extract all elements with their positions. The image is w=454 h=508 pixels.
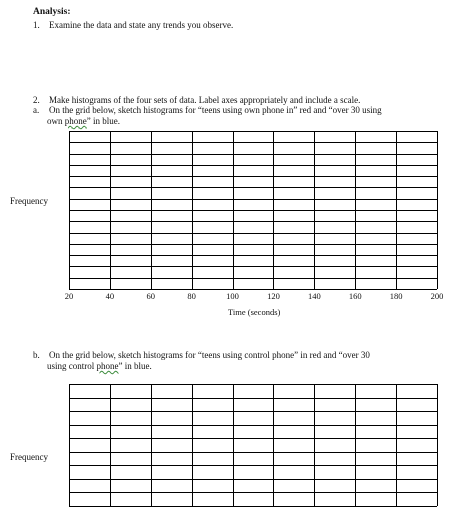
question-b-text: On the grid below, sketch histograms for “teens using control phone” in red and “over 30 [49, 350, 370, 360]
x-tick-label: 60 [146, 291, 156, 301]
x-tick-label: 40 [105, 291, 115, 301]
question-2a-line2-end: ” in blue. [86, 116, 120, 126]
question-b-line1 [33, 350, 370, 360]
x-tick-label: 100 [226, 291, 239, 301]
analysis-heading: Analysis: [33, 7, 71, 17]
x-tick-label: 20 [64, 291, 74, 301]
question-b-line2-start: using control [47, 361, 97, 371]
grid-a-y-axis-label: Frequency [10, 196, 48, 206]
question-2-number: 2. [33, 95, 40, 105]
spellcheck-word: phone [64, 116, 87, 126]
question-1-text: Examine the data and state any trends you observe. [49, 20, 234, 30]
x-tick-label: 200 [430, 291, 444, 301]
histogram-grid-a [69, 131, 438, 290]
question-b-line2-end: ” in blue. [118, 361, 152, 371]
x-tick-label: 180 [389, 291, 403, 301]
question-b-number: b. [33, 350, 40, 360]
x-tick-label: 140 [307, 291, 321, 301]
x-tick-label: 80 [187, 291, 196, 301]
grid-b-y-axis-label: Frequency [10, 452, 48, 462]
question-b-line2 [47, 361, 152, 371]
question-2a-line2-start: own [47, 116, 65, 126]
x-tick-label: 160 [348, 291, 362, 301]
question-2a-number: a. [33, 105, 40, 115]
question-1-number: 1. [33, 20, 40, 30]
question-2-text: Make histograms of the four sets of data. Label axes appropriately and include a scale. [49, 95, 361, 105]
grid-a-x-axis-label: Time (seconds) [228, 307, 281, 317]
histogram-grid-b [69, 384, 438, 507]
spellcheck-word-b: phone [96, 361, 119, 371]
x-tick-label: 120 [267, 291, 280, 301]
question-2a-text: On the grid below, sketch histograms for “teens using own phone in” red and “over 30 using [49, 105, 382, 115]
